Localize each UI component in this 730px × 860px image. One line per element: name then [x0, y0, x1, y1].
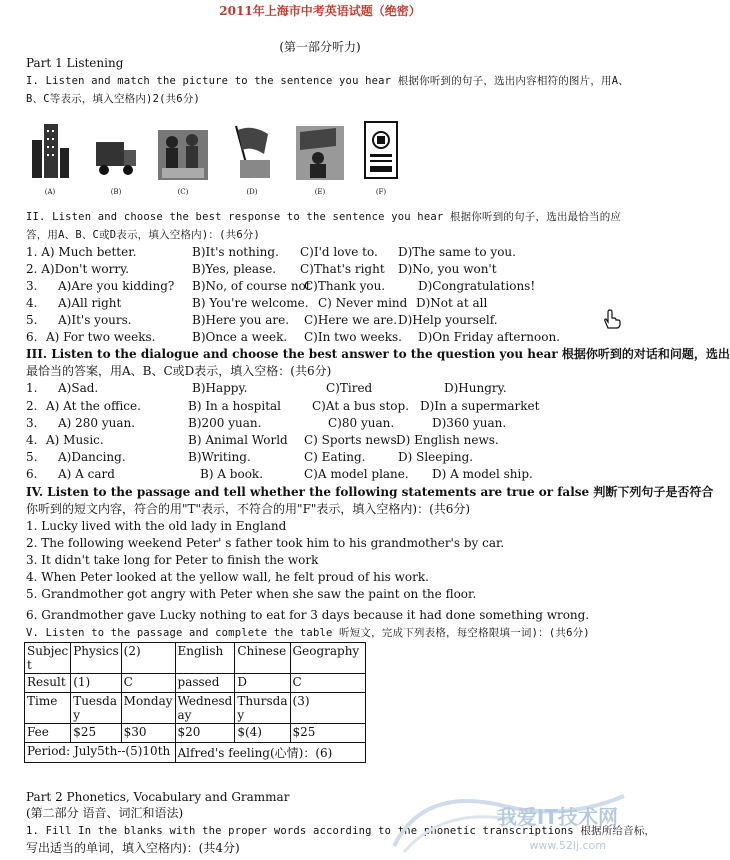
picture-f-expo-poster [364, 120, 408, 182]
watermark-url: www.52ij.com [529, 839, 606, 852]
table-cell: Fee [25, 724, 71, 743]
period-cell: Period: July5th--(5)10th [25, 743, 176, 763]
table-cell: (2) [121, 643, 175, 674]
section-subtitle: (第一部分听力) [279, 40, 361, 54]
table-cell: English [175, 643, 235, 674]
picture-e-pointing [296, 120, 340, 182]
table-cell: $(4) [235, 724, 290, 743]
table-cell: (3) [290, 693, 365, 724]
table-row [25, 743, 366, 763]
s4-statement-2: 2. The following weekend Peter' s father took him to his grandmother's by car. [26, 536, 505, 550]
picture-c-people [158, 120, 202, 182]
part2-chinese-heading: (第二部分 语音、词汇和语法) [26, 806, 184, 820]
table-cell: Result [25, 674, 71, 693]
picture-e-label: (E) [314, 188, 326, 196]
table-cell: (1) [71, 674, 121, 693]
feeling-cell: Alfred's feeling(心情)：(6) [175, 743, 365, 763]
table-cell: $25 [290, 724, 365, 743]
table-cell: Monday [121, 693, 175, 724]
picture-b-label: (B) [110, 188, 122, 196]
part2-heading: Part 2 Phonetics, Vocabulary and Grammar [26, 790, 290, 804]
s1-instruction-1: I. Listen and match the picture to the sentence you hear 根据你听到的句子，选出内容相符的图片，用A、 [26, 75, 629, 87]
picture-d-flag [230, 120, 274, 182]
table-row [25, 674, 366, 693]
part1-heading: Part 1 Listening [26, 56, 124, 70]
s5-table [24, 642, 366, 763]
s1-instruction-2: B、C等表示，填入空格内)2(共6分) [26, 93, 201, 105]
table-cell: Wednesd ay [175, 693, 235, 724]
picture-d-label: (D) [246, 188, 258, 196]
s4-instruction-2: 你听到的短文内容，符合的用"T"表示，不符合的用"F"表示，填入空格内)：(共6分) [26, 502, 471, 516]
s6-instruction-1: 1. Fill In the blanks with the proper words according to the phonetic transcriptions 根据所给音标， [26, 825, 656, 837]
table-cell: $30 [121, 724, 175, 743]
s2-instruction-1: II. Listen and choose the best response to the sentence you hear 根据你听到的句子，选出最恰当的应 [26, 211, 622, 223]
table-cell: Chinese [235, 643, 290, 674]
picture-a-buildings [28, 120, 72, 182]
watermark-text: 我爱IT技术网 [496, 805, 618, 829]
s2-instruction-2: 答，用A、B、C或D表示，填入空格内)：(共6分) [26, 229, 261, 241]
table-cell: C [290, 674, 365, 693]
exam-page: 2011年上海市中考英语试题（绝密） (第一部分听力) Part 1 Listening I. Listen and match the picture to the sentence you hear 根据你听到的句子，选出内容相符的图片，用A、 B、C等表示，填入空格内)2(共6分) (A) (B) (C) (D) (E) (F) II. Listen and choose the best response to the sentence you hear 根据你听到的句子，选出最恰当的应 答，用A、B、C或D表示，填入空格内)：(共6分) 1. A) Much better. B)It's nothing. C)I'd love to. D)The same to you. 2. A)Don't worry. B)Yes, please. C)That's right D)No, you won't 3. A)Are you kidding? B)No, of course not C)Thank you. D)Congratulations! 4. A)All right B) You're welcome. C) Never mind D)Not at all 5. A)It's yours. B)Here you are. C)Here we are. D)Help yourself. 6. A) For two weeks. B)Once a week. C)In two weeks. D)On Friday afternoon. III. Listen to the dialogue and choose the best answer to the question you hear 根据你听到的对话和问题，选出 最恰当的答案，用A、B、C或D表示，填入空格：(共6分) 1. A)Sad. B)Happy. C)Tired D)Hungry. 2. A) At the office. B) In a hospital C)At a bus stop. D)In a supermarket 3. A) 280 yuan. B)200 yuan. C)80 yuan. D)360 yuan. 4. A) Music. B) Animal World C) Sports news. D) English news. 5. A)Dancing. B)Writing. C) Eating. D) Sleeping. 6. A) A card B) A book. C)A model plane. D) A model ship. IV. Listen to the passage and tell whether the following statements are true or false 判断下列句子是否符合 你听到的短文内容，符合的用"T"表示，不符合的用"F"表示，填入空格内)：(共6分) 1. Lucky lived with the old lady in England 2. The following weekend Peter' s father took him to his grandmother's by car. 3. It didn't take long for Peter to finish the work 4. When Peter looked at the yellow wall, he felt proud of his work. 5. Grandmother got angry with Peter when she saw the paint on the floor. 6. Grandmother gave Lucky nothing to eat for 3 days because it had done something wrong. V. Listen to the passage and complete the table 听短文，完成下列表格，每空格限填一词)：(共6分) Subjec t Physics (2) English Chinese Geography Result (1) C passed D C Time Tuesda y Monday Wednesd ay Thursda y (3) Fee $25 $30 $20 $(4) $25 Period: July5th--(5)10th Alfred's feeling(心情)：(6) Part 2 Phonetics, Vocabulary and Grammar (第二部分 语音、词汇和语法) 1. Fill In the blanks with the proper words according to the phonetic transcriptions 根据所给音标， 写出适当的单词，填入空格内)：(共4分) 我爱IT技术网 www.52ij.com [0, 0, 640, 860]
s4-statement-6: 6. Grandmother gave Lucky nothing to eat for 3 days because it had done something wrong. [26, 608, 590, 622]
s4-statement-5: 5. Grandmother got angry with Peter when she saw the paint on the floor. [26, 587, 477, 601]
s4-statement-1: 1. Lucky lived with the old lady in England [26, 519, 287, 533]
table-cell: Subjec t [25, 643, 71, 674]
table-cell: Thursda y [235, 693, 290, 724]
table-cell: C [121, 674, 175, 693]
exam-title: 2011年上海市中考英语试题（绝密） [219, 4, 421, 18]
table-cell: Time [25, 693, 71, 724]
table-cell: D [235, 674, 290, 693]
picture-b-truck [94, 120, 138, 182]
s4-statement-4: 4. When Peter looked at the yellow wall, he felt proud of his work. [26, 570, 429, 584]
table-cell: Physics [71, 643, 121, 674]
s4-instruction-1: IV. Listen to the passage and tell whether the following statements are true or false 判断下列句子是否符合 [26, 485, 714, 499]
picture-row [28, 120, 388, 200]
table-cell: Tuesda y [71, 693, 121, 724]
picture-a-label: (A) [44, 188, 56, 196]
picture-c-label: (C) [177, 188, 189, 196]
table-cell: $25 [71, 724, 121, 743]
s5-instruction: V. Listen to the passage and complete the table 听短文，完成下列表格，每空格限填一词)：(共6分) [26, 627, 590, 639]
table-cell: $20 [175, 724, 235, 743]
s3-instruction-1: III. Listen to the dialogue and choose the best answer to the question you hear 根据你听到的对话和问题，选出 [26, 347, 730, 361]
hand-cursor-icon [600, 308, 622, 330]
picture-f-label: (F) [375, 188, 387, 196]
table-row [25, 693, 366, 724]
s6-instruction-2: 写出适当的单词，填入空格内)：(共4分) [26, 841, 240, 855]
table-cell: Geography [290, 643, 365, 674]
table-row [25, 724, 366, 743]
table-cell: passed [175, 674, 235, 693]
s4-statement-3: 3. It didn't take long for Peter to finish the work [26, 553, 319, 567]
table-row [25, 643, 366, 674]
s3-instruction-2: 最恰当的答案，用A、B、C或D表示，填入空格：(共6分) [26, 364, 332, 378]
